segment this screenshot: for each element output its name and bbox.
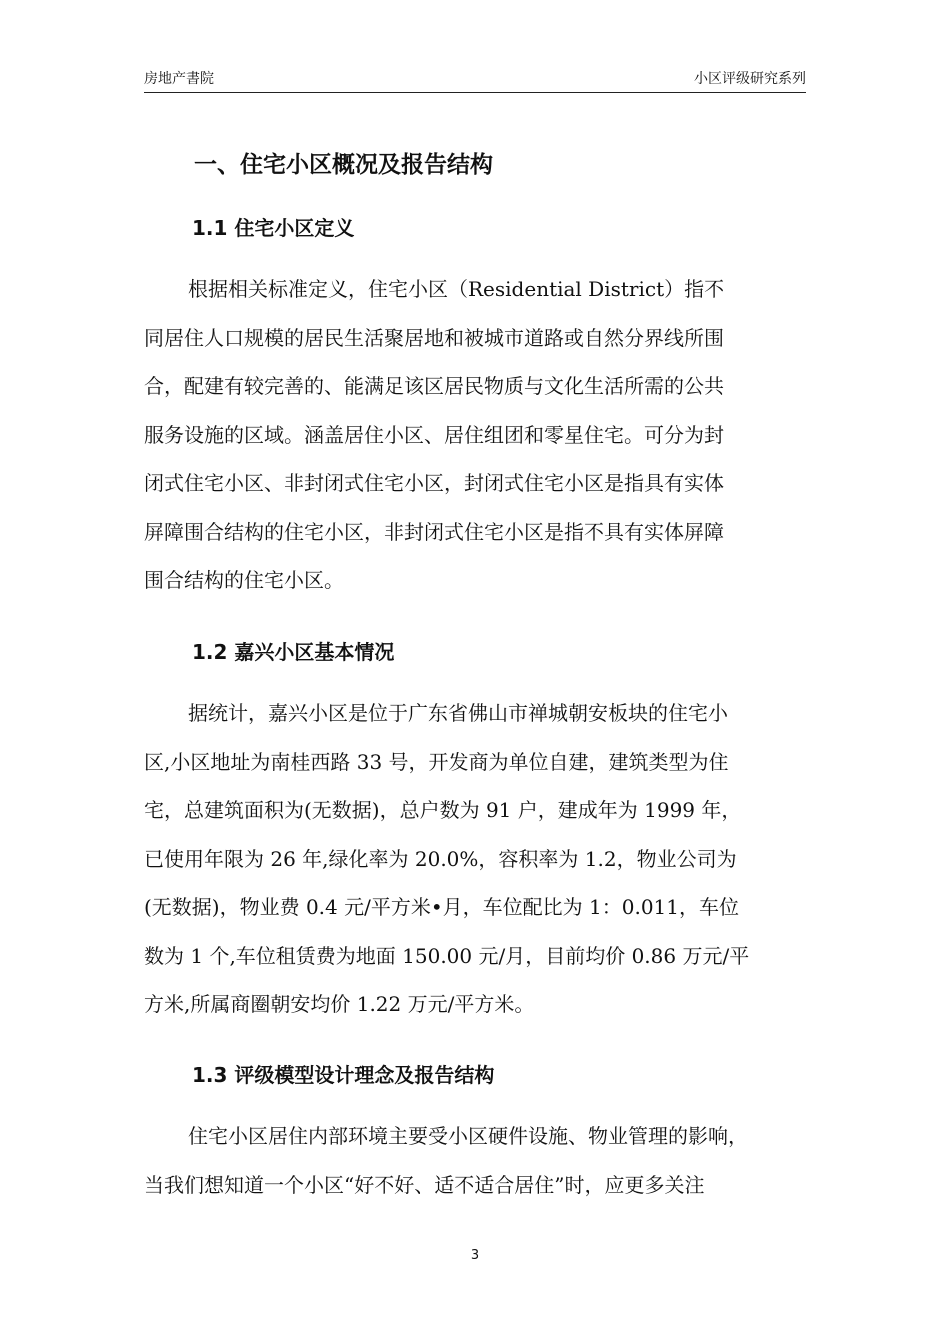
paragraph-line: 据统计，嘉兴小区是位于广东省佛山市禅城朝安板块的住宅小	[188, 701, 728, 725]
paragraph-line: 当我们想知道一个小区“好不好、适不适合居住”时，应更多关注	[144, 1172, 705, 1197]
page-header	[144, 66, 806, 93]
paragraph-line: 住宅小区居住内部环境主要受小区硬件设施、物业管理的影响，	[188, 1124, 748, 1148]
paragraph-line: 方米,所属商圈朝安均价 1.22 万元/平方米。	[144, 992, 535, 1016]
paragraph-line: 合，配建有较完善的、能满足该区居民物质与文化生活所需的公共	[144, 374, 724, 398]
paragraph-line: 根据相关标准定义，住宅小区（Residential District）指不	[188, 277, 725, 301]
section-1-2-paragraph	[144, 689, 814, 1029]
header-publisher: 房地产書院	[144, 71, 214, 87]
paragraph-line: 围合结构的住宅小区。	[144, 568, 344, 592]
paragraph-line: 已使用年限为 26 年,绿化率为 20.0%，容积率为 1.2，物业公司为	[144, 846, 737, 871]
paragraph-line: 闭式住宅小区、非封闭式住宅小区，封闭式住宅小区是指具有实体	[144, 471, 724, 495]
paragraph-line: 同居住人口规模的居民生活聚居地和被城市道路或自然分界线所围	[144, 325, 724, 350]
paragraph-line: 屏障围合结构的住宅小区，非封闭式住宅小区是指不具有实体屏障	[144, 519, 724, 544]
paragraph-line: (无数据)，物业费 0.4 元/平方米•月，车位配比为 1：0.011，车位	[144, 895, 739, 919]
paragraph-line: 数为 1 个,车位租赁费为地面 150.00 元/月，目前均价 0.86 万元/平	[144, 943, 750, 968]
section-1-1-paragraph	[144, 265, 814, 605]
header-series-title: 小区评级研究系列	[694, 71, 806, 87]
section-1-3-paragraph	[144, 1112, 814, 1209]
page-number: 3	[470, 1248, 480, 1263]
paragraph-line: 区,小区地址为南桂西路 33 号，开发商为单位自建，建筑类型为住	[144, 749, 729, 774]
paragraph-line: 宅，总建筑面积为(无数据)，总户数为 91 户，建成年为 1999 年，	[144, 798, 742, 822]
section-heading-1-1: 1.1 住宅小区定义	[192, 216, 355, 240]
section-heading-1-3: 1.3 评级模型设计理念及报告结构	[192, 1063, 495, 1087]
section-heading-1-2: 1.2 嘉兴小区基本情况	[192, 640, 395, 664]
paragraph-line: 服务设施的区域。涵盖居住小区、居住组团和零星住宅。可分为封	[144, 422, 724, 447]
chapter-title: 一、住宅小区概况及报告结构	[194, 152, 493, 178]
